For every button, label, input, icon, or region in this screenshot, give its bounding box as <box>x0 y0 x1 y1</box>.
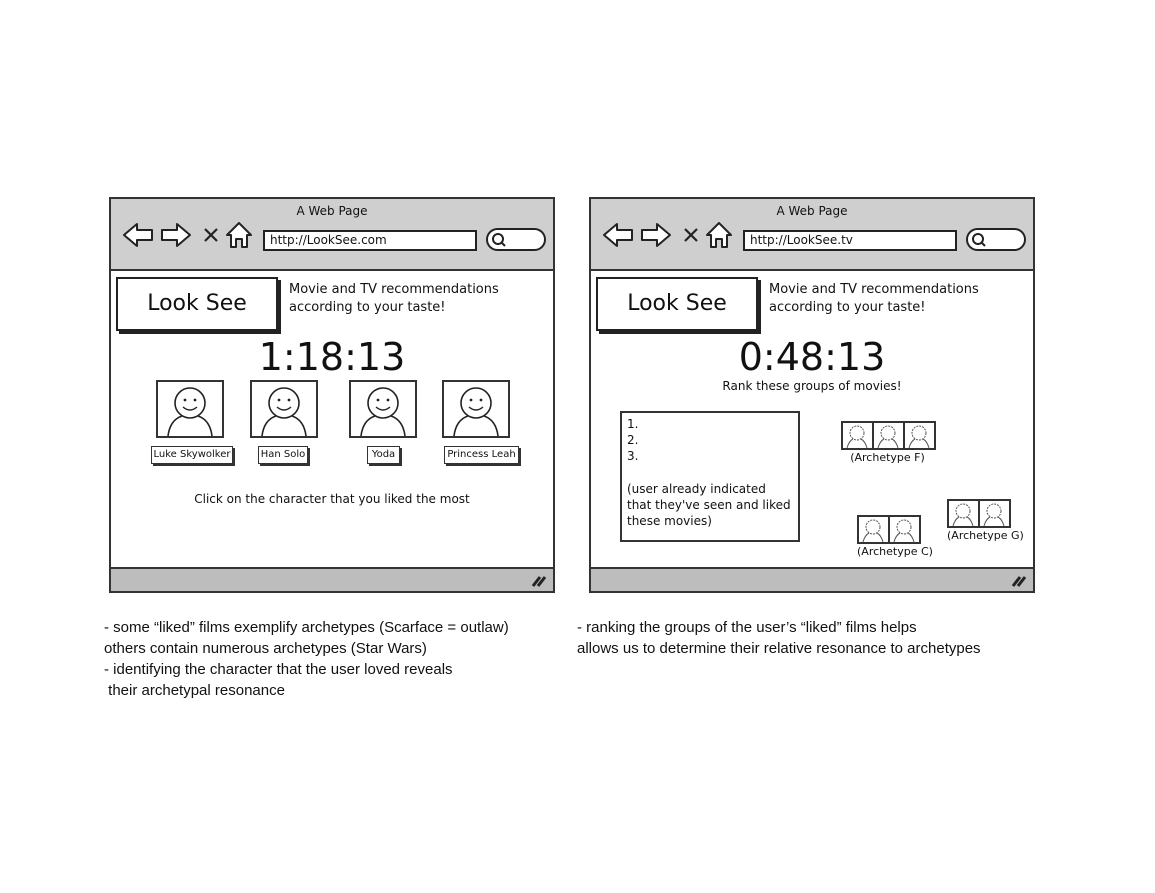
search-field[interactable] <box>486 228 546 251</box>
browser-chrome <box>111 199 553 271</box>
person-icon <box>905 423 934 448</box>
movie-thumbnail <box>903 421 936 450</box>
character-button-luke[interactable]: Luke Skywolker <box>151 446 233 464</box>
note-line: their archetypal resonance <box>104 682 285 699</box>
movie-thumbnail <box>947 499 980 528</box>
resize-grip-icon[interactable] <box>531 574 547 588</box>
note-line: - ranking the groups of the user’s “liked” films helps <box>577 619 917 636</box>
character-image-luke[interactable] <box>156 380 224 438</box>
window-title: A Web Page <box>776 204 848 218</box>
movie-thumbnail <box>841 421 874 450</box>
search-icon <box>491 232 507 248</box>
archetype-group-f[interactable] <box>841 421 934 464</box>
movie-thumbnail <box>872 421 905 450</box>
note-line: - some “liked” films exemplify archetypes (Scarface = outlaw) <box>104 619 509 636</box>
person-icon <box>351 382 415 436</box>
rank-instruction: Rank these groups of movies! <box>722 379 902 393</box>
rank-slot[interactable]: 2. <box>627 433 639 447</box>
person-icon <box>949 501 978 526</box>
browser-chrome <box>591 199 1033 271</box>
movie-thumbnail <box>888 515 921 544</box>
home-icon[interactable] <box>704 219 738 251</box>
notes-left <box>104 617 509 701</box>
character-button-han[interactable]: Han Solo <box>258 446 308 464</box>
character-button-leah[interactable]: Princess Leah <box>444 446 519 464</box>
person-icon <box>158 382 222 436</box>
character-image-han[interactable] <box>250 380 318 438</box>
archetype-group-g[interactable] <box>947 499 1024 542</box>
person-icon <box>859 517 888 542</box>
rank-note: (user already indicated that they've seen and liked these movies) <box>627 482 791 528</box>
tagline-line: Movie and TV recommendations <box>769 282 979 297</box>
movie-thumbnail <box>978 499 1011 528</box>
address-bar[interactable]: http://LookSee.com <box>263 230 477 251</box>
tagline-line: according to your taste! <box>769 300 926 315</box>
back-arrow-icon[interactable] <box>121 219 155 251</box>
person-icon <box>874 423 903 448</box>
ranking-list-box[interactable] <box>620 411 800 542</box>
person-icon <box>843 423 872 448</box>
rank-slot[interactable]: 1. <box>627 417 639 431</box>
logo[interactable]: Look See <box>596 277 758 331</box>
back-arrow-icon[interactable] <box>601 219 635 251</box>
window-title: A Web Page <box>296 204 368 218</box>
character-image-leah[interactable] <box>442 380 510 438</box>
person-icon <box>444 382 508 436</box>
home-icon[interactable] <box>224 219 258 251</box>
character-button-yoda[interactable]: Yoda <box>367 446 400 464</box>
status-bar <box>591 567 1033 591</box>
character-image-yoda[interactable] <box>349 380 417 438</box>
resize-grip-icon[interactable] <box>1011 574 1027 588</box>
archetype-label: (Archetype C) <box>857 545 933 558</box>
address-bar[interactable]: http://LookSee.tv <box>743 230 957 251</box>
search-field[interactable] <box>966 228 1026 251</box>
notes-right <box>577 617 981 659</box>
status-bar <box>111 567 553 591</box>
archetype-label: (Archetype F) <box>850 451 925 464</box>
instruction-text: Click on the character that you liked the most <box>194 492 470 506</box>
tagline-line: Movie and TV recommendations <box>289 282 499 297</box>
search-icon <box>971 232 987 248</box>
note-line: allows us to determine their relative resonance to archetypes <box>577 640 981 657</box>
browser-window-right <box>589 197 1035 593</box>
note-line: others contain numerous archetypes (Star Wars) <box>104 640 427 657</box>
note-line: - identifying the character that the user loved reveals <box>104 661 453 678</box>
browser-window-left <box>109 197 555 593</box>
forward-arrow-icon[interactable] <box>159 219 193 251</box>
archetype-label: (Archetype G) <box>947 529 1024 542</box>
tagline-line: according to your taste! <box>289 300 446 315</box>
person-icon <box>252 382 316 436</box>
countdown-timer: 0:48:13 <box>738 335 886 379</box>
countdown-timer: 1:18:13 <box>258 335 406 379</box>
forward-arrow-icon[interactable] <box>639 219 673 251</box>
rank-slot[interactable]: 3. <box>627 449 639 463</box>
archetype-group-c[interactable] <box>857 515 933 558</box>
movie-thumbnail <box>857 515 890 544</box>
tagline <box>289 281 529 317</box>
person-icon <box>890 517 919 542</box>
logo[interactable]: Look See <box>116 277 278 331</box>
tagline <box>769 281 1009 317</box>
person-icon <box>980 501 1009 526</box>
